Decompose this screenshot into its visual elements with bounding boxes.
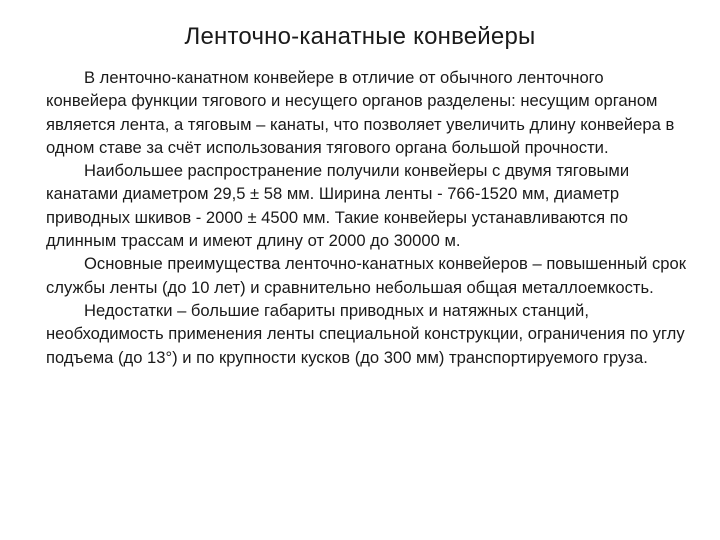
- slide-title: Ленточно-канатные конвейеры: [184, 23, 536, 50]
- paragraph-specifications: Наибольшее распространение получили конвейеры с двумя тяговыми канатами диаметром 29,5 ± 58 мм. Ширина ленты - 766-1520 мм, диаметр приводных шкивов - 2000 ± 4500 мм. Такие конвейеры устанавливаются по длинным трассам и имеют длину от 2000 до 30000 м.: [46, 161, 630, 251]
- slide-body: [46, 66, 686, 369]
- paragraph-disadvantages: Недостатки – большие габариты приводных и натяжных станций, необходимость применения ленты специальной конструкции, ограничения по углу подъема (до 13°) и по крупности кусков (до 300 мм) транспортируемого груза.: [46, 300, 685, 367]
- paragraph-description: В ленточно-канатном конвейере в отличие от обычного ленточного конвейера функции тягового и несущего органов разделены: несущим органом является лента, а тяговым – канаты, что позволяет увеличить длину конвейера в одном ставе за счёт использования тягового органа большой прочности.: [46, 68, 675, 157]
- paragraph-advantages: Основные преимущества ленточно-канатных конвейеров – повышенный срок службы ленты (до 10 лет) и сравнительно небольшая общая металлоемкость.: [46, 254, 686, 297]
